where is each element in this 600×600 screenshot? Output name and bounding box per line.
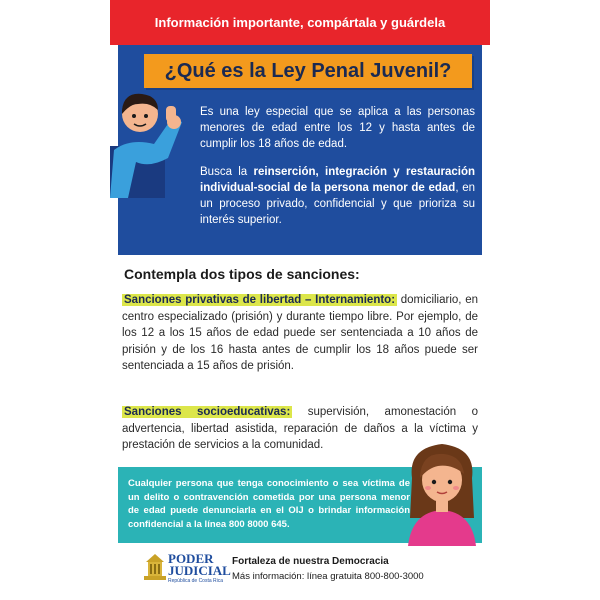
intro-p2-start: Busca la — [200, 166, 254, 178]
girl-illustration — [402, 438, 482, 546]
logo-column-2 — [154, 564, 156, 574]
logo-text-country: República de Costa Rica — [168, 578, 224, 584]
sanction-socioeducative-label: Sanciones socioeducativas: — [124, 406, 291, 418]
report-text: Cualquier persona que tenga conocimiento o sea víctima de un delito o contravención cometida por una persona menor de edad puede denunciarla en el OIJ o brindar información confidencial a la línea 800 8000 645. — [128, 478, 410, 530]
logo-text-poder: PODER — [168, 551, 214, 566]
girl-cheek-right — [453, 486, 459, 490]
sanction-privative-text: domiciliario, en centro especializado (prisión) y durante tiempo libre. Por ejemplo, de los 12 a los 15 años de edad puede ser sentenciada a 10 años de prisión y de los 16 hasta antes de cumplir los 18 años puede ser sentenciada a 15 años de prisión. — [122, 294, 478, 372]
intro-text — [200, 104, 475, 240]
logo-column-1 — [150, 564, 152, 574]
boy-hand — [167, 115, 181, 129]
boy-illustration — [110, 88, 190, 198]
boy-eye-right — [144, 114, 148, 118]
logo-column-3 — [158, 564, 160, 574]
sanction-privative — [122, 292, 478, 375]
page-title-text: ¿Qué es la Ley Penal Juvenil? — [164, 59, 452, 82]
intro-p2-bold: reinserción, integración y restauración individual-social de la persona menor de edad — [200, 166, 475, 194]
banner-text: Información importante, compártala y guárdela — [154, 15, 446, 30]
intro-paragraph-2 — [200, 164, 475, 228]
girl-eye-right — [448, 480, 452, 484]
infographic-page — [110, 0, 490, 600]
footer-hotline: Más información: línea gratuita 800-800-3000 — [232, 571, 424, 582]
girl-cheek-left — [425, 486, 431, 490]
logo-roof — [146, 554, 164, 562]
sanctions-heading: Contempla dos tipos de sanciones: — [124, 266, 360, 282]
intro-p2-end: , en un proceso privado, confidencial y que prioriza su interés superior. — [200, 182, 475, 226]
boy-eye-left — [132, 114, 136, 118]
intro-paragraph-1: Es una ley especial que se aplica a las personas menores de edad entre los 12 y hasta antes de cumplir los 18 años de edad. — [200, 106, 475, 150]
sanction-socioeducative-text: supervisión, amonestación o advertencia, libertad asistida, reparación de daños a la víctima y prestación de servicios a la comunidad. — [122, 406, 478, 451]
footer-title: Fortaleza de nuestra Democracia — [232, 556, 389, 567]
sanction-privative-label: Sanciones privativas de libertad – Internamiento: — [124, 294, 396, 306]
top-banner — [110, 0, 490, 45]
logo-text-judicial: JUDICIAL — [168, 563, 231, 578]
logo-base — [144, 576, 166, 580]
page-title — [144, 54, 472, 88]
girl-eye-left — [432, 480, 436, 484]
